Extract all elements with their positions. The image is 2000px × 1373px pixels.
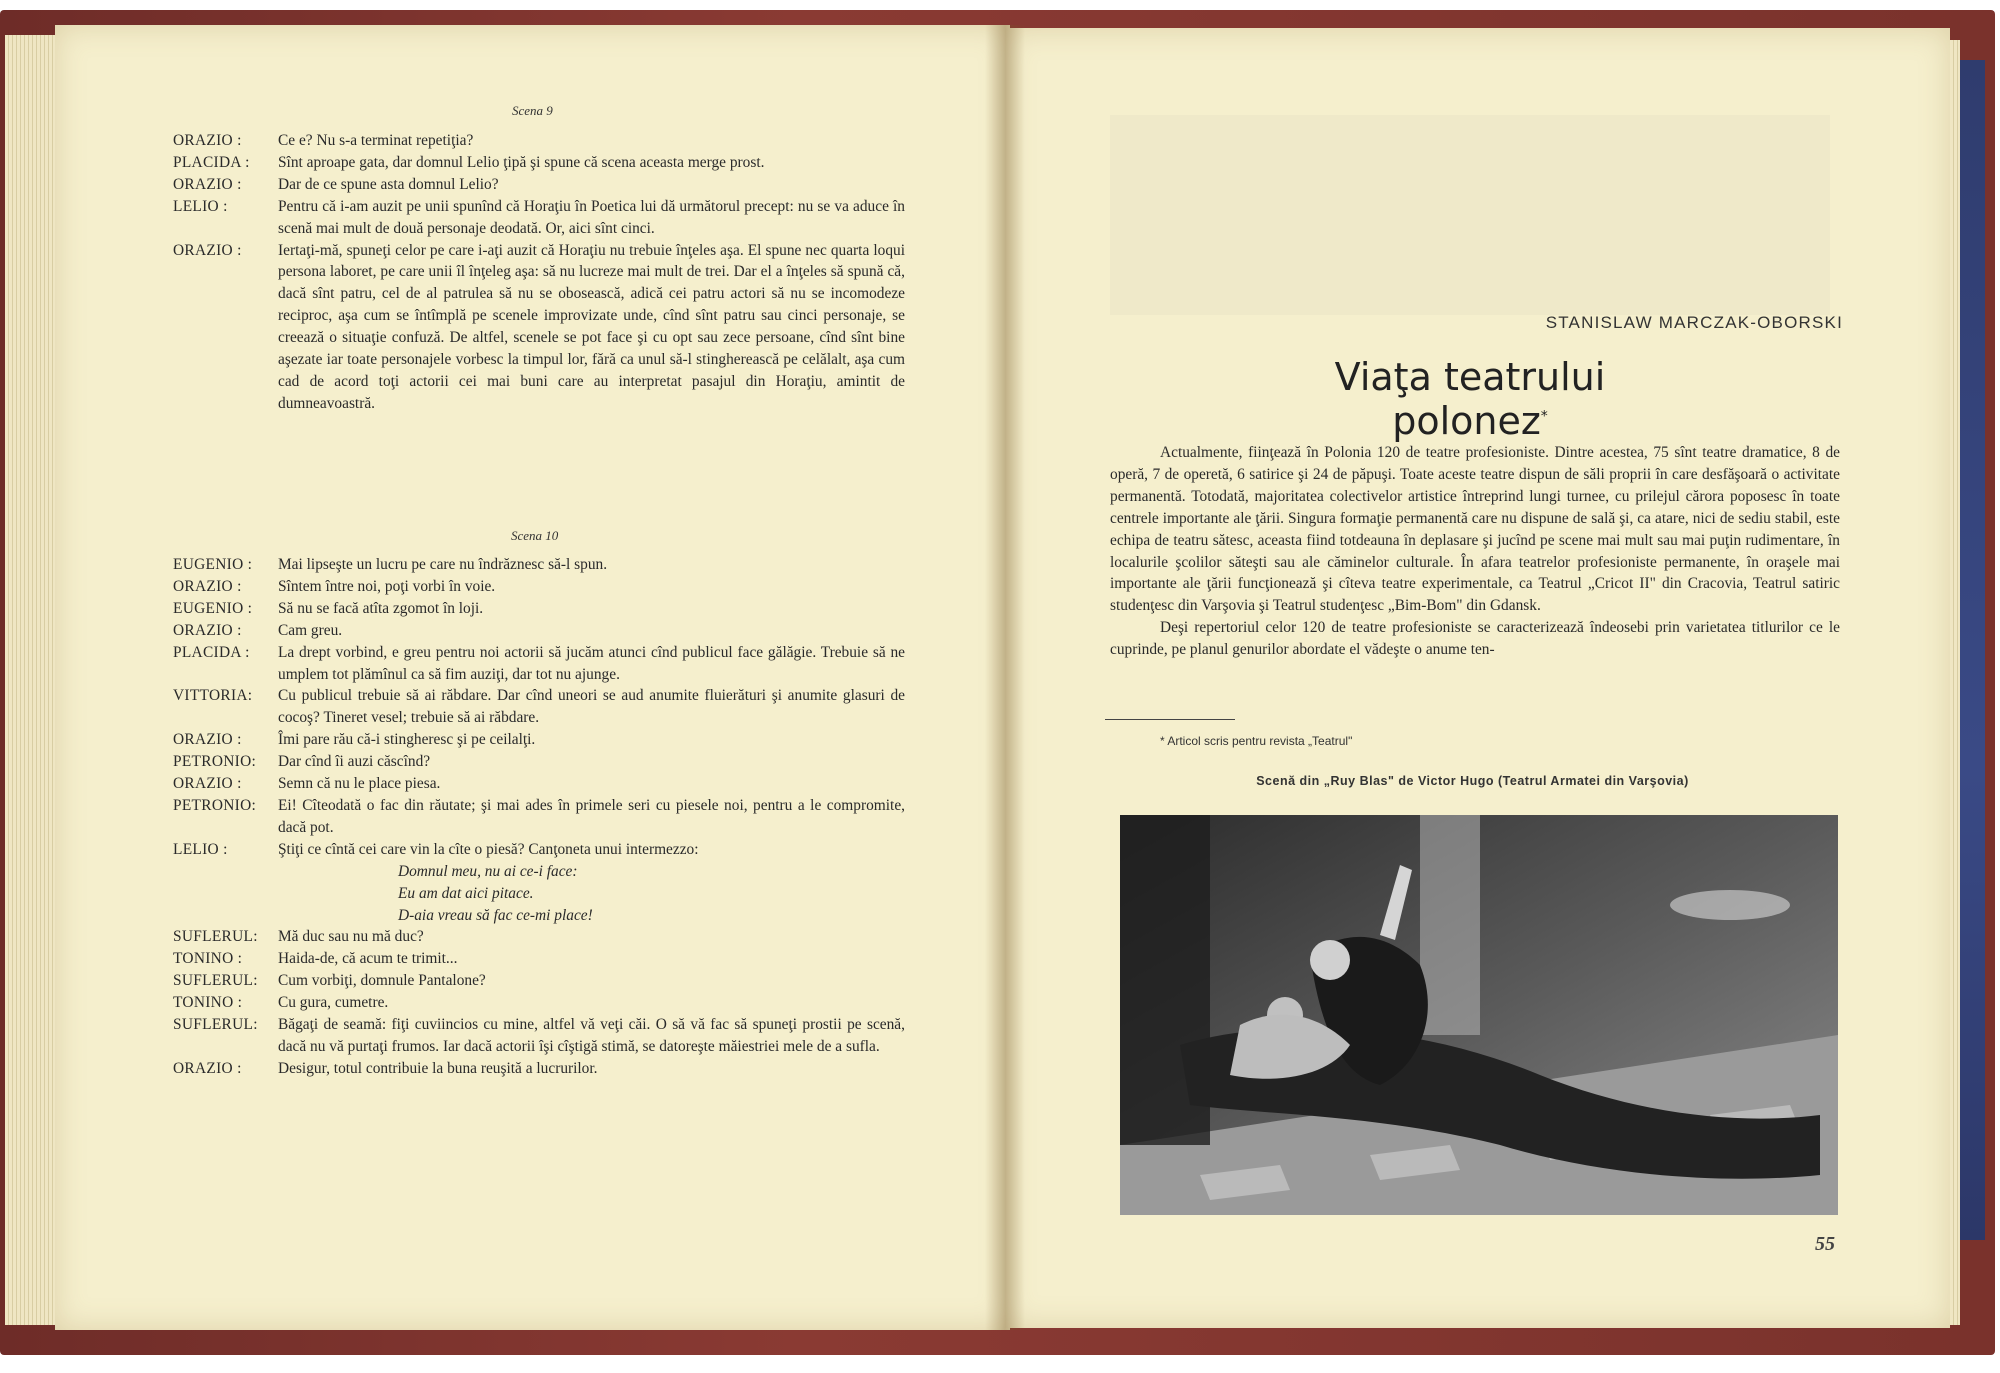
dialogue-line [173, 905, 905, 927]
speech-text: Mă duc sau nu mă duc? [278, 928, 424, 946]
article-paragraph: Deşi repertoriul celor 120 de teatre profesioniste se caracterizează îndeosebi prin varietatea titlurilor ce le cuprinde, pe planul genurilor abordate el vădeşte o anume ten- [1110, 619, 1840, 659]
speaker-name: ORAZIO : [173, 775, 242, 793]
speaker-name [173, 905, 278, 927]
speaker-name: EUGENIO : [173, 556, 253, 573]
page-number: 55 [1815, 1233, 1835, 1255]
speech-text: Ce e? Nu s-a terminat repetiţia? [278, 132, 474, 149]
footnote-mark: * [1540, 408, 1548, 425]
speech-text: Cam greu. [278, 621, 343, 639]
speech-text: Ştiţi ce cîntă cei care vin la cîte o piesă? Canţoneta unui intermezzo: [278, 840, 699, 858]
speech-text: Mai lipseşte un lucru pe care nu îndrăznesc să-l spun. [278, 556, 608, 573]
article-paragraph: Actualmente, fiinţează în Polonia 120 de teatre profesioniste. Dintre acestea, 75 sînt teatre dramatice, 8 de operă, 7 de operetă, 6 satirice şi 24 de păpuşi. Toate aceste teatre dispun de săli proprii în care desfăşoară o activitate permanentă. Totodată, majoritatea colectivelor artistice întreprind lungi turnee, cu prilejul cărora poposesc în toate centrele importante ale ţării. Singura formaţie permanentă care nu dispune de sală şi, ca atare, nici de sediu stabil, este echipa de teatru sătesc, aceasta fiind totdeauna în deplasare şi jucînd pe scene mai mult sau mai puţin rudimentare, în localurile şcolilor săteşti sau ale căminelor culturale. În afara teatrelor profesioniste permanente, în oraşele mai importante ale ţării funcţionează şi cîteva teatre experimentale, ca Teatrul „Cricot II" din Cracovia, Teatrul satiric studenţesc din Varşovia şi Teatrul studenţesc „Bim-Bom" din Gdansk. [1110, 444, 1840, 615]
song-line: D-aia vreau să fac ce-mi place! [398, 906, 593, 924]
speaker-name: ORAZIO : [173, 175, 242, 193]
speaker-name: TONINO : [173, 994, 243, 1012]
scene-10-dialogue [173, 554, 905, 1080]
speech-text: La drept vorbind, e greu pentru noi actorii să jucăm atunci cînd publicul face gălăgie. Trebuie să ne umplem tot plămînul ca să fim auziţi, dar tot nu ajunge. [278, 643, 905, 683]
speech-text: Dar de ce spune asta domnul Lelio? [278, 175, 499, 193]
dialogue-line [173, 685, 905, 729]
speaker-name [173, 861, 278, 883]
speaker-name: ORAZIO : [173, 1059, 242, 1077]
speaker-name: ORAZIO : [173, 621, 242, 639]
dialogue-line [173, 130, 905, 152]
book-gutter [985, 25, 1025, 1330]
footnote: * Articol scris pentru revista „Teatrul" [1160, 734, 1353, 748]
speech-text: Sînt aproape gata, dar domnul Lelio ţipă şi spune că scena aceasta merge prost. [278, 153, 765, 171]
speaker-name: ORAZIO : [173, 731, 242, 749]
speaker-name: LELIO : [173, 840, 228, 858]
speaker-name: LELIO : [173, 197, 228, 215]
speaker-name: SUFLERUL: [173, 928, 258, 946]
photo-illustration [1120, 815, 1838, 1215]
song-line: Domnul meu, nu ai ce-i face: [398, 862, 578, 880]
speaker-name: TONINO : [173, 950, 243, 968]
speaker-name: SUFLERUL: [173, 1016, 258, 1034]
scene-10-heading: Scena 10 [511, 528, 559, 543]
article-title [1270, 355, 1670, 443]
speech-text: Desigur, totul contribuie la buna reuşită a lucrurilor. [278, 1059, 598, 1077]
dialogue-line [173, 642, 905, 686]
speech-text: Cu gura, cumetre. [278, 994, 389, 1012]
speaker-name: PETRONIO: [173, 796, 257, 814]
speech-text: Haida-de, că acum te trimit... [278, 950, 458, 968]
speech-text: Să nu se facă atîta zgomot în loji. [278, 599, 484, 617]
speaker-name: ORAZIO : [173, 577, 242, 595]
speaker-name: PETRONIO: [173, 753, 257, 771]
speech-text: Pentru că i-am auzit pe unii spunînd că Horaţiu în Poetica lui dă următorul precept: nu se va aduce în scenă mai mult de două personaje deodată. Or, aici sînt cinci. [278, 197, 905, 237]
speech-text: Ei! Cîteodată o fac din răutate; şi mai ades în primele seri cu piesele noi, pentru a le compromite, dacă pot. [278, 796, 905, 836]
dialogue-line [173, 751, 905, 773]
dialogue-line [173, 598, 905, 620]
speech-text: Iertaţi-mă, spuneţi celor pe care i-aţi auzit că Horaţiu nu trebuie înţeles aşa. El spune nec quarta loqui persona laboret, pe care unii îl înţeleg aşa: să nu lucreze mai mult de trei. Dar el a înţeles să spună că, dacă sînt patru, cel de al patrulea să nu se obosească, adică cei patru actori să nu se incomodeze reciproc, aşa cum se întîmplă pe scenele improvizate unde, cînd sînt patru sau cinci personaje, se creează o situaţie confuză. De altfel, scenele se pot face şi cu opt sau zece persoane, cînd sînt bine aşezate iar toate personajele vorbesc la timpul lor, fără ca unul să-l stingherească pe celălalt, aşa cum cad de acord toţi actorii cei mai buni care au interpretat pasajul din Horaţiu, amintit de dumneavoastră. [278, 241, 905, 412]
speaker-name: EUGENIO : [173, 599, 253, 617]
dialogue-line [173, 795, 905, 839]
dialogue-line [173, 883, 905, 905]
speech-text: Sîntem între noi, poţi vorbi în voie. [278, 577, 496, 595]
dialogue-line [173, 1058, 905, 1080]
dialogue-line [173, 554, 905, 576]
song-line: Eu am dat aici pitace. [398, 884, 534, 902]
speech-text: Îmi pare rău că-i stingheresc şi pe ceilalţi. [278, 731, 536, 749]
speaker-name: ORAZIO : [173, 132, 242, 149]
faded-image-area [1110, 115, 1830, 315]
speaker-name: VITTORIA: [173, 687, 253, 705]
speaker-name [173, 883, 278, 905]
dialogue-line [173, 970, 905, 992]
speaker-name: PLACIDA : [173, 153, 250, 171]
speaker-name: PLACIDA : [173, 643, 250, 661]
speech-text: Dar cînd îi auzi căscînd? [278, 753, 431, 771]
speaker-name: SUFLERUL: [173, 972, 258, 990]
dialogue-line [173, 839, 905, 861]
dialogue-line [173, 948, 905, 970]
dialogue-line [173, 174, 905, 196]
dialogue-line [173, 152, 905, 174]
dialogue-line [173, 620, 905, 642]
dialogue-line [173, 240, 905, 415]
speaker-name: ORAZIO : [173, 241, 242, 259]
article-author: STANISLAW MARCZAK-OBORSKI [1545, 313, 1843, 332]
dialogue-line [173, 992, 905, 1014]
dialogue-line [173, 729, 905, 751]
dialogue-line [173, 576, 905, 598]
dialogue-line [173, 926, 905, 948]
speech-text: Cum vorbiţi, domnule Pantalone? [278, 972, 486, 990]
article-body [1110, 442, 1840, 661]
speech-text: Semn că nu le place piesa. [278, 775, 441, 793]
dialogue-line [173, 861, 905, 883]
speech-text: Băgaţi de seamă: fiţi cuviincios cu mine, altfel vă veţi căi. O să vă fac să spuneţi prostii pe scenă, dacă nu vă purtaţi frumos. Iar dacă actorii îşi cîştigă stimă, se datoreşte măiestriei mele de a sufla. [278, 1016, 905, 1055]
dialogue-line [173, 1014, 905, 1058]
page-edges-left [5, 35, 57, 1325]
stage-photograph [1120, 815, 1838, 1215]
photo-caption: Scenă din „Ruy Blas" de Victor Hugo (Teatrul Armatei din Varşovia) [1256, 774, 1689, 788]
scene-9-heading: Scena 9 [512, 103, 553, 118]
scene-9-dialogue [173, 130, 905, 415]
speech-text: Cu publicul trebuie să ai răbdare. Dar cînd uneori se aud anumite fluierături şi anumite glasuri de cocoş? Tineret vesel; trebuie să ai răbdare. [278, 687, 905, 727]
article-title-text: Viaţa teatrului polonez [1334, 355, 1606, 443]
footnote-rule [1105, 719, 1235, 720]
dialogue-line [173, 773, 905, 795]
dialogue-line [173, 196, 905, 240]
